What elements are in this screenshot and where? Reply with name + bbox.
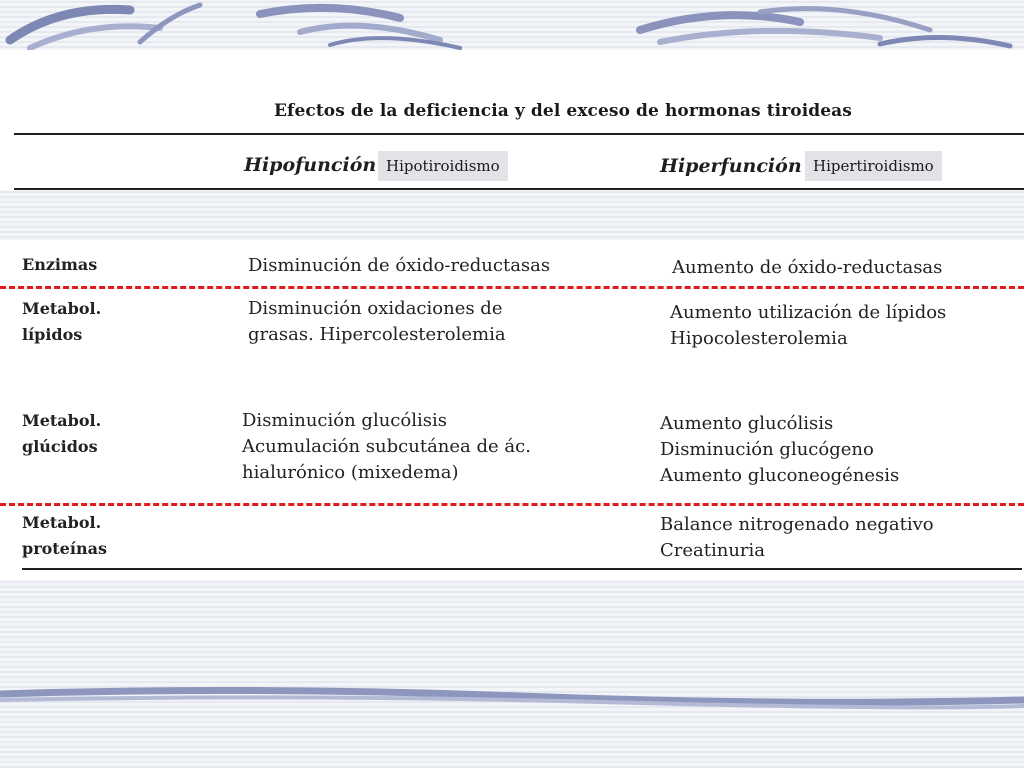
row-label-proteins	[22, 510, 107, 562]
cell-line: grasas. Hipercolesterolemia	[248, 324, 506, 345]
cell-line: Hipocolesterolemia	[670, 328, 848, 349]
cell-line: Disminución glucógeno	[660, 439, 874, 460]
cell-proteins-hyper	[660, 512, 934, 564]
cell-line: Acumulación subcutánea de ác.	[242, 436, 531, 457]
row-label-line: glúcidos	[22, 437, 98, 456]
row-label-line: Metabol.	[22, 411, 102, 430]
cell-line: Disminución de óxido-reductasas	[248, 255, 551, 276]
row-label-line: Metabol.	[22, 513, 102, 532]
divider-dashed-1	[0, 286, 1024, 289]
row-label-line: Enzimas	[22, 255, 98, 274]
cell-line: Aumento utilización de lípidos	[670, 302, 947, 323]
row-label-line: lípidos	[22, 325, 83, 344]
row-label-line: proteínas	[22, 539, 107, 558]
cell-line: Disminución oxidaciones de	[248, 298, 503, 319]
top-rule-2	[14, 188, 1024, 190]
divider-dashed-2	[0, 503, 1024, 506]
cell-lipids-hypo	[248, 296, 506, 348]
cell-enzymes-hypo	[248, 253, 550, 279]
tag-hyperthyroidism: Hipertiroidismo	[805, 151, 942, 181]
cell-line: hialurónico (mixedema)	[242, 462, 459, 483]
cell-line: Creatinuria	[660, 540, 766, 561]
row-label-carbohydrates	[22, 408, 101, 460]
cell-carbohydrates-hyper	[660, 411, 899, 489]
row-label-line: Metabol.	[22, 299, 102, 318]
column-heading-hyperfunction: Hiperfunción	[660, 155, 802, 177]
cell-enzymes-hyper	[672, 255, 942, 281]
row-label-enzymes	[22, 252, 97, 278]
cell-line: Aumento glucólisis	[660, 413, 834, 434]
cell-lipids-hyper	[670, 300, 946, 352]
tag-hypothyroidism: Hipotiroidismo	[378, 151, 508, 181]
cell-carbohydrates-hypo	[242, 408, 531, 486]
bottom-rule	[22, 568, 1022, 570]
row-label-lipids	[22, 296, 101, 348]
table-title: Efectos de la deficiencia y del exceso de hormonas tiroideas	[274, 101, 852, 121]
cell-line: Aumento gluconeogénesis	[660, 465, 900, 486]
cell-line: Balance nitrogenado negativo	[660, 514, 934, 535]
cell-line: Disminución glucólisis	[242, 410, 447, 431]
cell-line: Aumento de óxido-reductasas	[672, 257, 943, 278]
column-heading-hypofunction: Hipofunción	[244, 154, 377, 176]
top-rule-1	[14, 133, 1024, 135]
